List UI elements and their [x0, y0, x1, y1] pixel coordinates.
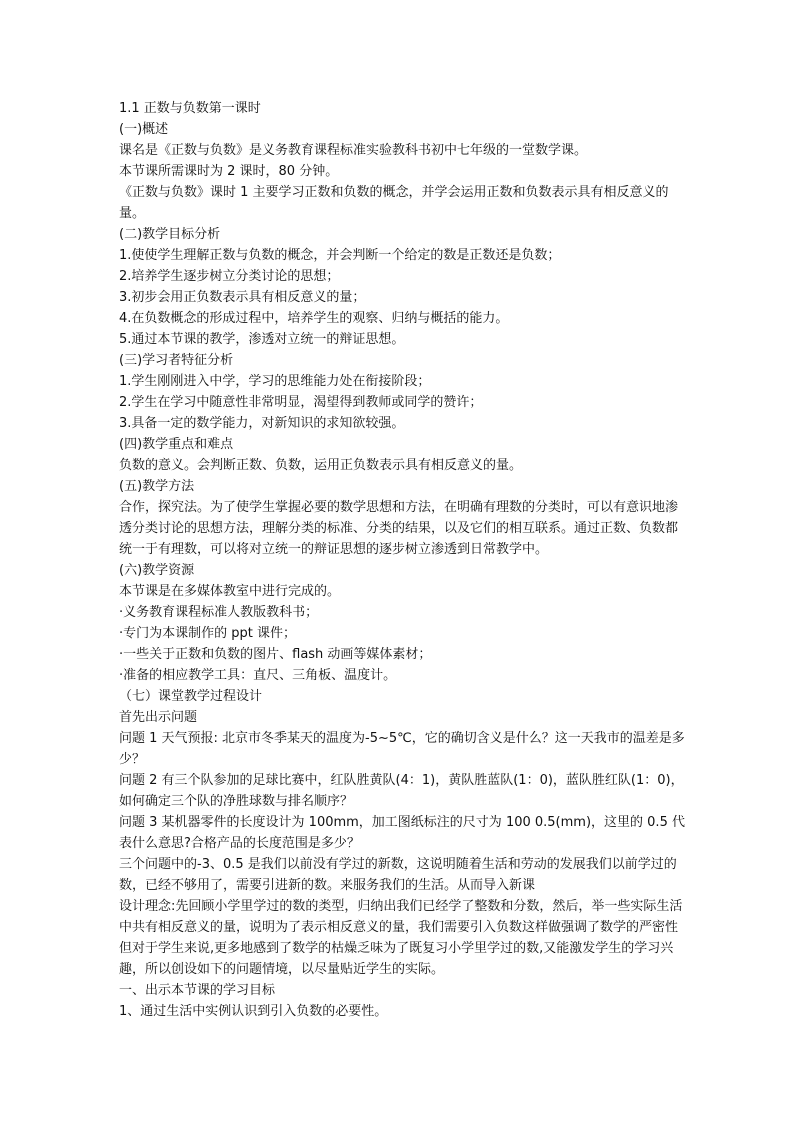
section-heading-key-points: (四)教学重点和难点	[119, 437, 234, 452]
list-item: 2.学生在学习中随意性非常明显，渴望得到教师或同学的赞许；	[119, 395, 483, 410]
list-item: ·准备的相应教学工具：直尺、三角板、温度计。	[119, 668, 397, 683]
list-item: 3.具备一定的数学能力，对新知识的求知欲较强。	[119, 416, 405, 431]
list-item: 3.初步会用正负数表示具有相反意义的量；	[119, 290, 366, 305]
section-heading-objectives: (二)教学目标分析	[119, 227, 221, 242]
section-heading-overview: (一)概述	[119, 122, 169, 137]
list-item: ·一些关于正数和负数的图片、flash 动画等媒体素材；	[119, 647, 432, 662]
paragraph: 三个问题中的-3、0.5 是我们以前没有学过的新数，这说明随着生活和劳动的发展我们以前学过的数，已经不够用了，需要引进新的数。来服务我们的生活。从而导入新课	[119, 857, 677, 893]
section-heading-learner: (三)学习者特征分析	[119, 353, 234, 368]
paragraph: 本节课所需课时为 2 课时，80 分钟。	[119, 164, 339, 179]
list-item: 1.学生刚刚进入中学，学习的思维能力处在衔接阶段；	[119, 374, 431, 389]
list-item: 4.在负数概念的形成过程中，培养学生的观察、归纳与概括的能力。	[119, 311, 509, 326]
paragraph: 合作，探究法。为了使学生掌握必要的数学思想和方法，在明确有理数的分类时，可以有意识地渗透分类讨论的思想方法，理解分类的标准、分类的结果，以及它们的相互联系。通过正数、负数都统一于有理数，可以将对立统一的辩证思想的逐步树立渗透到日常教学中。	[119, 500, 679, 557]
paragraph: 负数的意义。会判断正数、负数，运用正负数表示具有相反意义的量。	[119, 458, 523, 473]
question-2: 问题 2 有三个队参加的足球比赛中，红队胜黄队(4：1)，黄队胜蓝队(1：0)，蓝队胜红队(1：0)，如何确定三个队的净胜球数与排名顺序？	[119, 773, 684, 809]
paragraph: 本节课是在多媒体教室中进行完成的。	[119, 584, 341, 599]
section-heading-methods: (五)教学方法	[119, 479, 195, 494]
list-item: 1、通过生活中实例认识到引入负数的必要性。	[119, 1004, 388, 1019]
list-item: 5.通过本节课的教学，渗透对立统一的辩证思想。	[119, 332, 405, 347]
paragraph: 《正数与负数》课时 1 主要学习正数和负数的概念，并学会运用正数和负数表示具有相反意义的量。	[119, 185, 669, 221]
paragraph: 首先出示问题	[119, 710, 198, 725]
list-item: ·义务教育课程标准人教版教科书；	[119, 605, 319, 620]
section-heading-resources: (六)教学资源	[119, 563, 195, 578]
paragraph: 设计理念:先回顾小学里学过的数的类型，归纳出我们已经学了整数和分数，然后，举一些实际生活中共有相反意义的量，说明为了表示相反意义的量，我们需要引入负数这样做强调了数学的严密性但对于学生来说,更多地感到了数学的枯燥乏味为了既复习小学里学过的数,又能激发学生的学习兴趣，所以创设如下的问题情境，以尽量贴近学生的实际。	[119, 899, 683, 977]
question-3: 问题 3 某机器零件的长度设计为 100mm，加工图纸标注的尺寸为 100 0.5(mm)，这里的 0.5 代表什么意思?合格产品的长度范围是多少？	[119, 815, 685, 851]
list-item: 2.培养学生逐步树立分类讨论的思想；	[119, 269, 340, 284]
section-heading-goals: 一、出示本节课的学习目标	[119, 983, 276, 998]
question-1: 问题 1 天气预报: 北京市冬季某天的温度为-5~5℃，它的确切含义是什么？这一天我市的温差是多少？	[119, 731, 685, 767]
list-item: ·专门为本课制作的 ppt 课件；	[119, 626, 296, 641]
paragraph: 课名是《正数与负数》是义务教育课程标准实验教科书初中七年级的一堂数学课。	[119, 143, 588, 158]
document-body	[119, 98, 687, 1022]
list-item: 1.使使学生理解正数与负数的概念，并会判断一个给定的数是正数还是负数；	[119, 248, 561, 263]
document-title: 1.1 正数与负数第一课时	[119, 101, 261, 116]
section-heading-process: （七）课堂教学过程设计	[119, 689, 263, 704]
